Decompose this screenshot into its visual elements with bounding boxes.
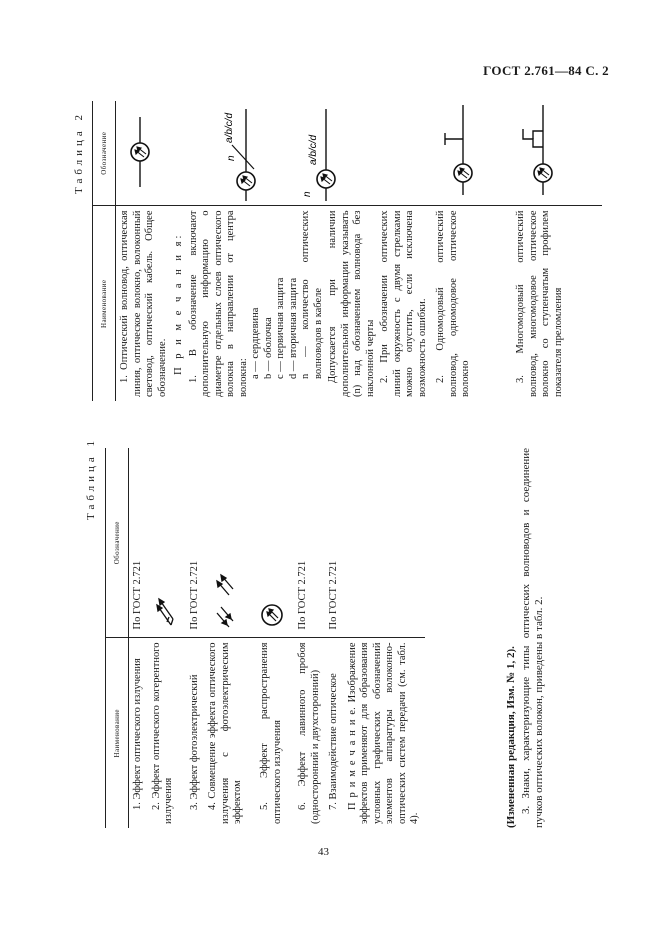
coherent-radiation-icon <box>151 590 175 630</box>
table2-col-designation: Обозначение <box>93 101 116 206</box>
table1-row5-designation <box>256 448 294 638</box>
table2-row2-name: 2. Одномодовый оптический волновод, одномодовое оптическое волокно <box>435 210 471 397</box>
table2-row1-designation <box>116 101 433 206</box>
single-mode-waveguide-icon <box>435 102 485 202</box>
table-row <box>512 101 602 401</box>
table1-row2-name: 2. Эффект оптического когерентного излучения <box>150 642 174 824</box>
table2 <box>92 101 602 401</box>
table-row <box>186 448 205 828</box>
list-item: b — оболочка <box>262 317 274 379</box>
table-row <box>148 448 186 828</box>
note-1: 1. В обозначение включают дополнительную информацию о диаметре отдельных слоев оптического волокна в направлении от центра волокна: <box>187 210 249 397</box>
layers-label: a/b/c/d <box>308 135 319 166</box>
table1-row2-designation <box>148 448 186 638</box>
table1 <box>105 448 425 828</box>
paragraph-3: 3. Знаки, характеризующие типы оптических волноводов и соединение пучков оптических волокон, приведены в табл. 2. <box>520 448 545 828</box>
table1-row4-designation <box>204 448 256 638</box>
table-row <box>204 448 256 828</box>
count-label: n <box>302 191 313 198</box>
table-row <box>294 448 325 828</box>
table2-row3-name: 3. Многомодовый оптический волновод, многомодовое оптическое волокно со ступенчатым профилем показателя преломления <box>515 210 564 397</box>
table1-row5-name: 5. Эффект распространения оптического излучения <box>259 642 283 824</box>
table-row <box>129 448 148 828</box>
table2-caption: Таблица 2 <box>73 110 85 194</box>
table-row <box>432 101 512 401</box>
table2-row2-designation <box>432 101 512 206</box>
optical-waveguide-icon <box>120 106 160 206</box>
waveguide-count-icon <box>286 106 346 206</box>
list-item: n — количество оптических волноводов в кабеле <box>300 210 324 379</box>
waveguide-with-layers-icon <box>176 106 256 206</box>
table-row <box>116 101 433 401</box>
table-row <box>256 448 294 828</box>
note-2: 2. При обозначении оптических линий окружность с двумя стрелками можно опустить, если исключена возможность ошибки. <box>379 210 428 397</box>
page-number: 43 <box>318 846 329 858</box>
table1-row4-name: 4. Совмещение эффекта оптического излучения с фотоэлектрическим эффектом <box>207 642 243 824</box>
list-item: a — сердцевина <box>250 307 261 379</box>
table1-col-designation: Обозначение <box>106 448 129 638</box>
edition-note: (Измененная редакция, Изм. № 1, 2). <box>505 646 517 828</box>
bottom-text <box>505 448 546 828</box>
table1-row3-designation: По ГОСТ 2.721 <box>186 448 205 638</box>
note-1-tail: Допускается при наличии дополнительной информации указывать (n) над обозначением волновода без наклонной черты <box>327 210 376 397</box>
notes-title: П р и м е ч а н и я: <box>173 232 184 375</box>
table2-row1-name: 1. Оптический волновод, оптическая линия, оптическое волокно, волоконный световод, оптический кабель. Общее обозначение. П р и м е ч а н и я: 1. В обозначение включают дополнительную информацию о диаметре отдельных слоев оптического волокна в направлении от центра волокна: a — сердцевина b — оболочка c — первичная защита d — вторичная защита n — количество оптических волноводов в кабеле Допускается при наличии дополнительной информации указывать (n) над обозначением волновода без наклонной черты 2. При обозначении оптических линий окружность с двумя стрелками можно опустить, если исключена возможность ошибки. <box>119 210 428 397</box>
count-label: n <box>226 155 237 162</box>
list-item: d — вторичная защита <box>287 277 299 379</box>
table2-col-name: Наименование <box>93 206 116 401</box>
table1-row3-name: 3. Эффект фотоэлектрический <box>188 674 200 810</box>
table1-row6-designation: По ГОСТ 2.721 <box>294 448 325 638</box>
table2-row3-designation <box>512 101 602 206</box>
table1-caption: Таблица 1 <box>85 436 97 520</box>
photoelectric-combined-icon <box>207 570 237 630</box>
layers-label: a/b/c/d <box>224 113 235 144</box>
table-row <box>344 448 425 828</box>
table1-row7-designation: По ГОСТ 2.721 <box>325 448 344 638</box>
table-row <box>325 448 344 828</box>
optical-propagation-icon <box>259 600 285 630</box>
table1-col-name: Наименование <box>106 638 129 828</box>
multi-mode-waveguide-icon <box>515 102 565 202</box>
table1-row1-name: 1. Эффект оптического излучения <box>132 658 143 810</box>
list-item: c — первичная защита <box>275 277 286 379</box>
rotated-content <box>73 96 606 836</box>
table1-row6-name: 6. Эффект лавинного пробоя (односторонний и двухсторонний) <box>297 642 321 824</box>
table1-row1-designation: По ГОСТ 2.721 <box>129 448 148 638</box>
table1-row7-name: 7. Взаимодействие оптическое <box>328 673 339 810</box>
table1-note: П р и м е ч а н и е. Изображение эффектов применяют для образования условных графических обозначений элементов аппаратуры волоконно-оптических систем передачи (см. табл. 4). <box>346 642 420 824</box>
page-header: ГОСТ 2.761—84 С. 2 <box>483 63 609 78</box>
